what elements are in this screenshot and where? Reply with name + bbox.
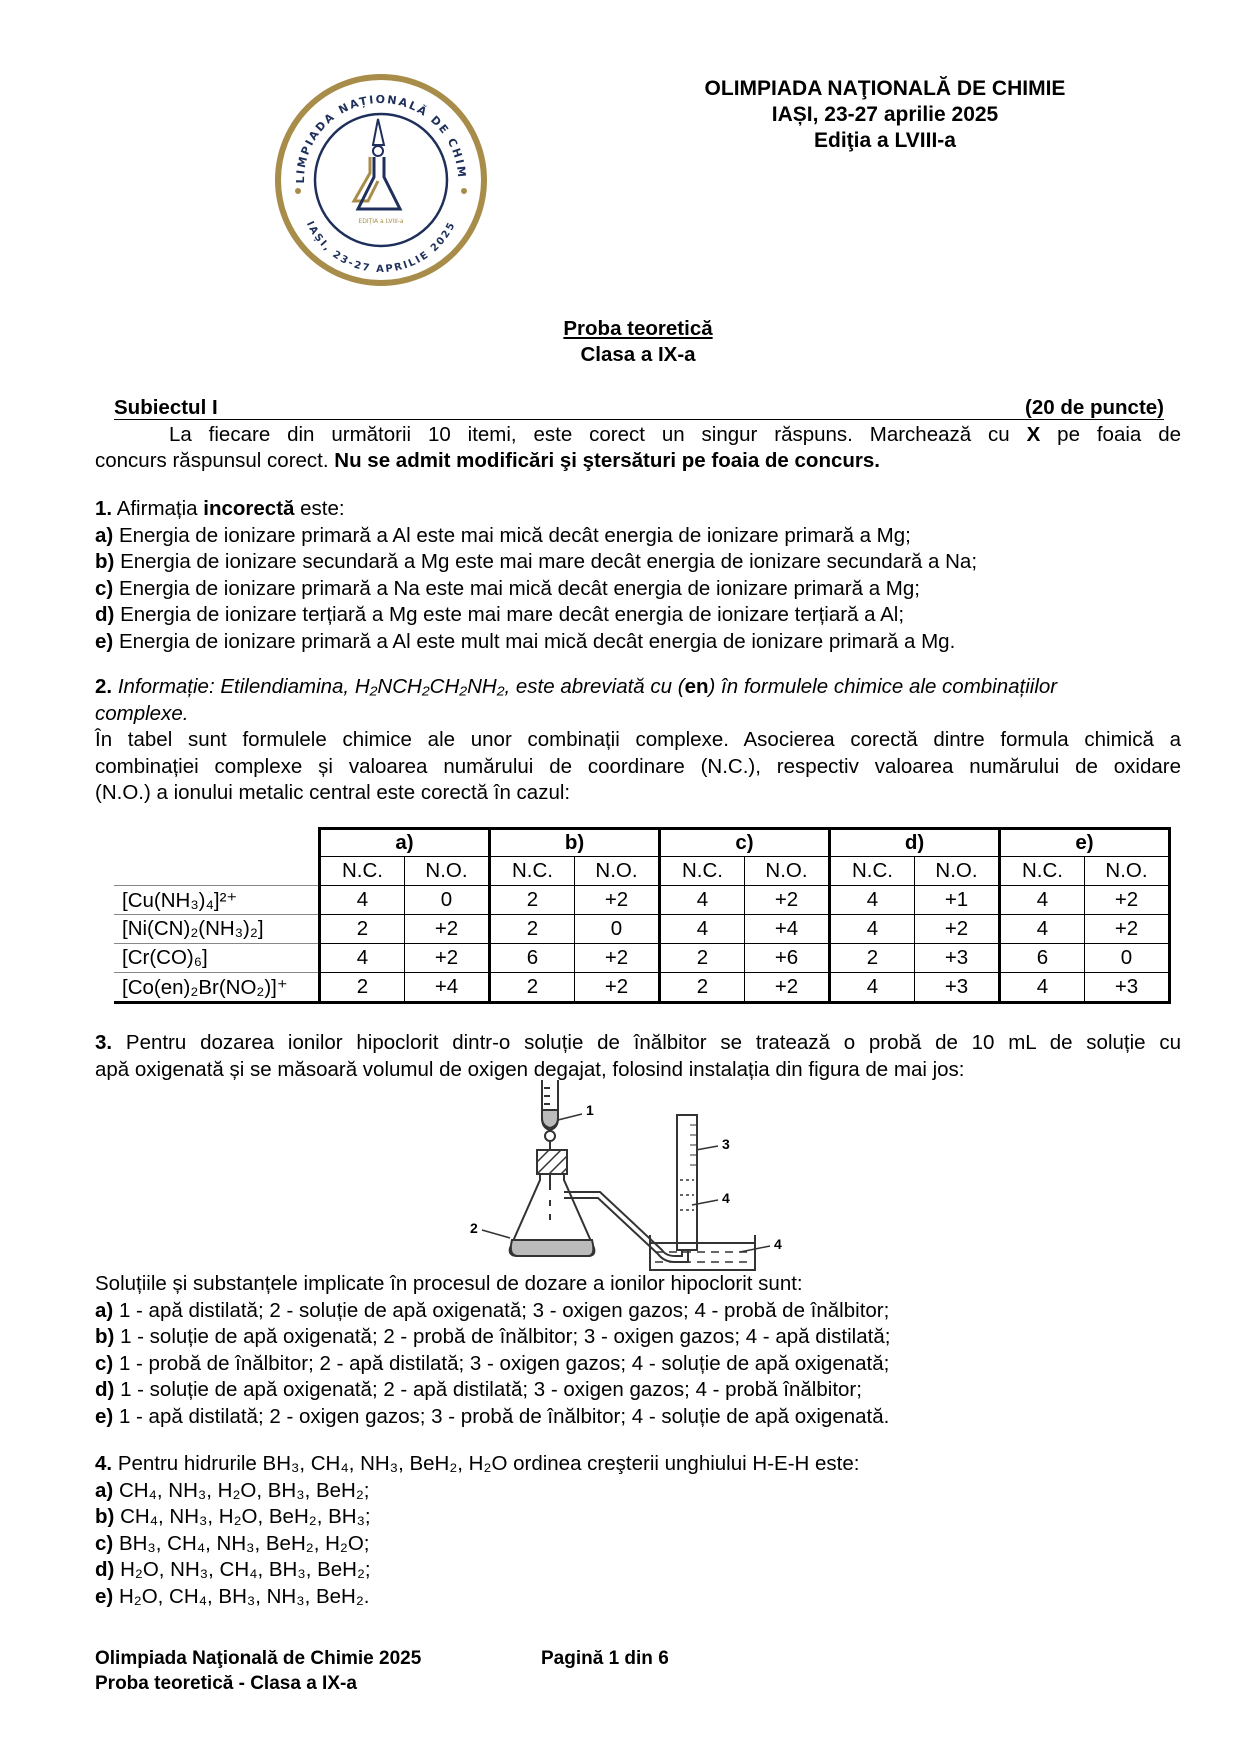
answer-option (95, 602, 1181, 629)
table-cell: 2 (660, 973, 745, 1003)
question-text: apă oxigenată și se măsoară volumul de oxigen degajat, folosind instalația din figura de mai jos: (95, 1057, 965, 1081)
answer-option (95, 1404, 1181, 1431)
table-cell: +2 (915, 915, 1000, 944)
answer-option (95, 1557, 1181, 1584)
svg-text:EDIȚIA a LVIII-a: EDIȚIA a LVIII-a (358, 218, 404, 225)
answer-option (95, 523, 1181, 550)
option-label: e) (95, 1584, 114, 1608)
table-subheader: N.C. (490, 857, 575, 886)
table-cell: +2 (1085, 915, 1170, 944)
subject-points: (20 de puncte) (1025, 396, 1164, 419)
table-subheader: N.O. (575, 857, 660, 886)
table-cell: 0 (575, 915, 660, 944)
question-text: În tabel sunt formulele chimice ale unor combinații complexe. Asocierea corectă dintre formula chimică a (95, 728, 1181, 751)
table-cell: +4 (745, 915, 830, 944)
option-label: d) (95, 603, 115, 626)
option-text: CH₄, NH₃, H₂O, BeH₂, BH₃; (120, 1505, 371, 1528)
table-cell: 2 (490, 915, 575, 944)
question-emphasis: incorectă (203, 497, 295, 520)
info-text: complexe. (95, 701, 189, 725)
table-cell: +2 (575, 886, 660, 915)
answer-option (95, 1478, 1181, 1505)
intro-text-2: concurs răspunsul corect. (95, 449, 329, 472)
option-text: Energia de ionizare primară a Al este mult mai mică decât energia de ionizare primară a Mg. (118, 629, 956, 653)
question-text: combinației complexe și valoarea numărului de coordinare (N.C.), respectiv valoarea numărului de oxidare (95, 754, 1181, 778)
answer-option (95, 1324, 1181, 1351)
en-abbrev: en (684, 675, 709, 698)
option-label: e) (95, 629, 114, 653)
option-text: 1 - apă distilată; 2 - oxigen gazos; 3 - probă de înălbitor; 4 - soluție de apă oxigenată. (118, 1404, 890, 1428)
table-group-header: c) (660, 829, 830, 857)
table-cell: 6 (1000, 944, 1085, 973)
info-text: Informație: Etilendiamina, H₂NCH₂CH₂NH₂, este abreviată cu ( (117, 675, 685, 698)
subject-label: Subiectul I (114, 396, 218, 419)
table-cell: 4 (660, 915, 745, 944)
table-group-header: a) (320, 829, 490, 857)
answer-option (95, 629, 1181, 656)
table-subheader: N.O. (405, 857, 490, 886)
question-number: 3. (95, 1031, 113, 1054)
question-number: 4. (95, 1452, 113, 1475)
option-label: a) (95, 1298, 114, 1322)
table-subheader: N.O. (745, 857, 830, 886)
table-row (114, 973, 1170, 1003)
table-cell: +4 (405, 973, 490, 1003)
table-row (114, 915, 1170, 944)
answer-option (95, 1531, 1181, 1558)
option-label: b) (95, 550, 115, 573)
table-cell: 4 (320, 886, 405, 915)
complex-formula: [Ni(CN)₂(NH₃)₂] (114, 915, 320, 944)
option-text: 1 - probă de înălbitor; 2 - apă distilată; 3 - oxigen gazos; 4 - soluție de apă oxigenată; (118, 1351, 890, 1375)
table-cell: +1 (915, 886, 1000, 915)
figure-label-3: 3 (722, 1136, 730, 1152)
option-text: H₂O, NH₃, CH₄, BH₃, BeH₂; (120, 1558, 371, 1581)
table-corner (114, 829, 320, 857)
option-label: b) (95, 1505, 115, 1528)
question-text: (N.O.) a ionului metalic central este corectă în cazul: (95, 781, 571, 804)
option-text: 1 - soluție de apă oxigenată; 2 - apă distilată; 3 - oxigen gazos; 4 - probă înălbitor; (120, 1378, 862, 1401)
complex-table (114, 827, 1171, 1004)
apparatus-figure (470, 1080, 810, 1281)
question-text: Pentru hidrurile BH₃, CH₄, NH₃, BeH₂, H₂O ordinea creşterii unghiului H-E-H este: (117, 1452, 860, 1475)
table-cell: +2 (405, 944, 490, 973)
intro-text: La fiecare din următorii 10 itemi, este corect un singur răspuns. Marchează cu (169, 423, 1010, 446)
answer-option (95, 1584, 1181, 1611)
question-3 (95, 1030, 1181, 1083)
complex-formula: [Cu(NH₃)₄]²⁺ (114, 886, 320, 915)
question-number: 2. (95, 675, 113, 698)
table-cell: +6 (745, 944, 830, 973)
table-cell: +2 (745, 973, 830, 1003)
header-location-date: IAȘI, 23-27 aprilie 2025 (771, 103, 999, 126)
option-text: 1 - apă distilată; 2 - soluție de apă oxigenată; 3 - oxigen gazos; 4 - probă de înălbitor; (118, 1298, 890, 1322)
olympiad-logo (274, 73, 488, 287)
option-text: H₂O, CH₄, BH₃, NH₃, BeH₂. (118, 1584, 370, 1608)
intro-warning: Nu se admit modificări şi ştersături pe foaia de concurs. (334, 449, 880, 472)
exam-title-text: Proba teoretică (563, 317, 713, 340)
question-text: Pentru dozarea ionilor hipoclorit dintr-o soluție de înălbitor se tratează o probă de 10 mL de soluție cu (125, 1031, 1181, 1054)
table-subheader: N.C. (660, 857, 745, 886)
option-text: CH₄, NH₃, H₂O, BH₃, BeH₂; (118, 1478, 370, 1502)
table-subheader: N.O. (1085, 857, 1170, 886)
figure-label-2: 2 (470, 1220, 478, 1236)
question-3-options (95, 1271, 1181, 1430)
table-cell: 4 (1000, 886, 1085, 915)
table-cell: 4 (830, 973, 915, 1003)
question-2 (95, 674, 1181, 807)
footer-page-number: Pagină 1 din 6 (541, 1648, 669, 1669)
intro-line-2 (95, 448, 880, 475)
answer-option (95, 576, 1181, 603)
option-text: BH₃, CH₄, NH₃, BeH₂, H₂O; (118, 1531, 370, 1555)
option-label: a) (95, 523, 114, 547)
option-label: e) (95, 1404, 114, 1428)
figure-label-4-trough: 4 (774, 1236, 782, 1252)
table-cell: +3 (1085, 973, 1170, 1003)
table-cell: 2 (660, 944, 745, 973)
table-cell: 4 (320, 944, 405, 973)
table-cell: 2 (320, 915, 405, 944)
answer-option (95, 1351, 1181, 1378)
question-text: Soluțiile și substanțele implicate în procesul de dozare a ionilor hipoclorit sunt: (95, 1272, 803, 1295)
question-number: 1. (95, 497, 113, 520)
info-text: ) în formulele chimice ale combinațiilor (708, 675, 1058, 698)
figure-label-1: 1 (586, 1102, 594, 1118)
table-cell: 2 (490, 886, 575, 915)
table-row (114, 944, 1170, 973)
option-text: Energia de ionizare terțiară a Mg este mai mare decât energia de ionizare terțiară a Al; (120, 603, 905, 626)
option-label: c) (95, 576, 114, 600)
table-cell: 4 (1000, 973, 1085, 1003)
table-cell: +2 (575, 944, 660, 973)
table-subheader: N.O. (915, 857, 1000, 886)
answer-option (95, 1504, 1181, 1531)
table-cell: 2 (490, 973, 575, 1003)
option-label: c) (95, 1351, 114, 1375)
header-olympiad-name: OLIMPIADA NAŢIONALĂ DE CHIMIE (704, 77, 1066, 100)
table-group-header: b) (490, 829, 660, 857)
intro-line-1 (95, 422, 1181, 449)
table-cell: +2 (405, 915, 490, 944)
option-text: Energia de ionizare secundară a Mg este mai mare decât energia de ionizare secundară a Na; (120, 550, 978, 573)
table-subheader: N.C. (830, 857, 915, 886)
table-cell: 4 (1000, 915, 1085, 944)
question-4 (95, 1451, 1181, 1610)
table-cell: 2 (830, 944, 915, 973)
figure-label-4-cylinder: 4 (722, 1190, 730, 1206)
exam-title (438, 316, 838, 343)
table-cell: +3 (915, 944, 1000, 973)
table-subheader: N.C. (320, 857, 405, 886)
complex-formula: [Cr(CO)₆] (114, 944, 320, 973)
option-text: Energia de ionizare primară a Na este mai mică decât energia de ionizare primară a Mg; (118, 576, 920, 600)
svg-text:IAȘI, 23-27 APRILIE 2025: IAȘI, 23-27 APRILIE 2025 (303, 219, 459, 276)
footer-exam: Proba teoretică - Clasa a IX-a (95, 1673, 357, 1694)
table-cell: 0 (1085, 944, 1170, 973)
option-label: d) (95, 1558, 115, 1581)
svg-text:OLIMPIADA NAȚIONALĂ DE CHIMIE: LIMPIADA NAȚIONALĂ DE CHIM (293, 93, 469, 184)
answer-option (95, 549, 1181, 576)
table-cell: 6 (490, 944, 575, 973)
table-group-header: e) (1000, 829, 1170, 857)
header-edition: Ediţia a LVIII-a (814, 129, 956, 152)
table-row (114, 886, 1170, 915)
intro-x-mark: X (1026, 423, 1041, 446)
table-corner (114, 857, 320, 886)
table-cell: 0 (405, 886, 490, 915)
table-cell: 4 (830, 886, 915, 915)
table-cell: +2 (575, 973, 660, 1003)
complex-formula: [Co(en)₂Br(NO₂)]⁺ (114, 973, 320, 1003)
table-cell: +2 (1085, 886, 1170, 915)
table-cell: 2 (320, 973, 405, 1003)
table-cell: +3 (915, 973, 1000, 1003)
option-label: b) (95, 1325, 115, 1348)
answer-option (95, 1298, 1181, 1325)
table-subheader: N.C. (1000, 857, 1085, 886)
subject-heading (114, 395, 1164, 420)
table-cell: 4 (830, 915, 915, 944)
footer-olympiad: Olimpiada Naţională de Chimie 2025 (95, 1648, 422, 1669)
question-text: Afirmația (116, 497, 198, 520)
intro-text-end: pe foaia de (1057, 423, 1181, 446)
table-group-header: d) (830, 829, 1000, 857)
table-cell: 4 (660, 886, 745, 915)
question-text: este: (300, 497, 345, 520)
answer-option (95, 1377, 1181, 1404)
class-title: Clasa a IX-a (580, 343, 696, 366)
table-cell: +2 (745, 886, 830, 915)
option-text: 1 - soluție de apă oxigenată; 2 - probă de înălbitor; 3 - oxigen gazos; 4 - apă distilată; (120, 1325, 891, 1348)
option-label: d) (95, 1378, 115, 1401)
question-1 (95, 496, 1181, 655)
option-text: Energia de ionizare primară a Al este mai mică decât energia de ionizare primară a Mg; (118, 523, 911, 547)
option-label: c) (95, 1531, 114, 1555)
option-label: a) (95, 1478, 114, 1502)
